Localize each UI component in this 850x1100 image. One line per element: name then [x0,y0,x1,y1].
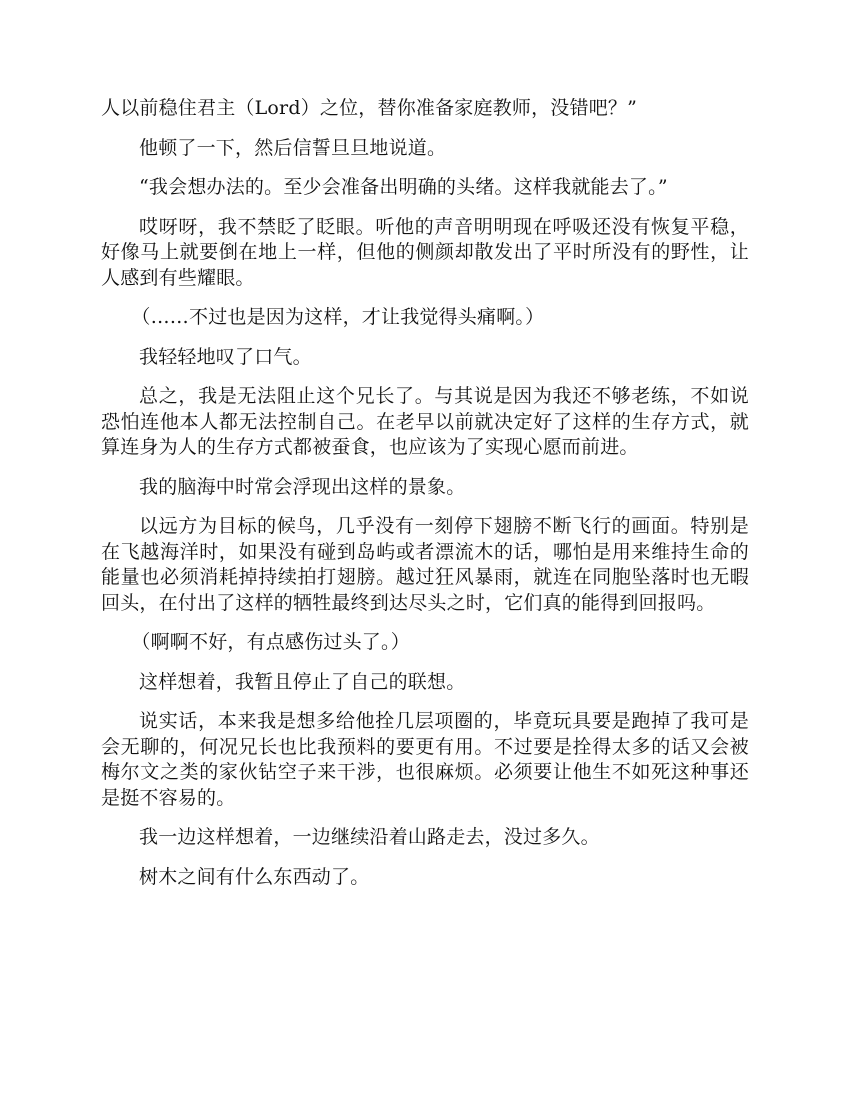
paragraph-5: （……不过也是因为这样，才让我觉得头痛啊。） [131,306,545,328]
page-body [101,96,749,904]
paragraph-12: 说实话，本来我是想多给他拴几层项圈的，毕竟玩具要是跑掉了我可是会无聊的，何况兄长也比我预料的要更有用。不过要是拴得太多的话又会被梅尔文之类的家伙钻空子来干涉，也很麻烦。必须要让他生不如死这种事还是挺不容易的。 [101,710,749,809]
paragraph-14: 树木之间有什么东西动了。 [139,865,370,888]
paragraph-6: 我轻轻地叹了口气。 [139,345,312,368]
paragraph-1: 人以前稳住君主（Lord）之位，替你准备家庭教师，没错吧？” [101,97,638,119]
paragraph-3: “我会想办法的。至少会准备出明确的头绪。这样我就能去了。” [139,176,668,198]
paragraph-9: 以远方为目标的候鸟，几乎没有一刻停下翅膀不断飞行的画面。特别是在飞越海洋时，如果没有碰到岛屿或者漂流木的话，哪怕是用来维持生命的能量也必须消耗掉持续拍打翅膀。越过狂风暴雨，就连在同胞坠落时也无暇回头，在付出了这样的牺牲最终到达尽头之时，它们真的能得到回报吗。 [101,515,749,614]
paragraph-10: （啊啊不好，有点感伤过头了。） [131,631,410,653]
paragraph-7: 总之，我是无法阻止这个兄长了。与其说是因为我还不够老练，不如说恐怕连他本人都无法控制自己。在老早以前就决定好了这样的生存方式，就算连身为人的生存方式都被蚕食，也应该为了实现心愿而前进。 [101,385,749,458]
paragraph-2: 他顿了一下，然后信誓旦旦地说道。 [139,136,447,159]
paragraph-4: 哎呀呀，我不禁眨了眨眼。听他的声音明明现在呼吸还没有恢复平稳，好像马上就要倒在地上一样，但他的侧颜却散发出了平时所没有的野性，让人感到有些耀眼。 [101,215,749,289]
paragraph-11: 这样想着，我暂且停止了自己的联想。 [139,670,466,693]
paragraph-13: 我一边这样想着，一边继续沿着山路走去，没过多久。 [139,826,600,848]
paragraph-8: 我的脑海中时常会浮现出这样的景象。 [139,475,466,498]
